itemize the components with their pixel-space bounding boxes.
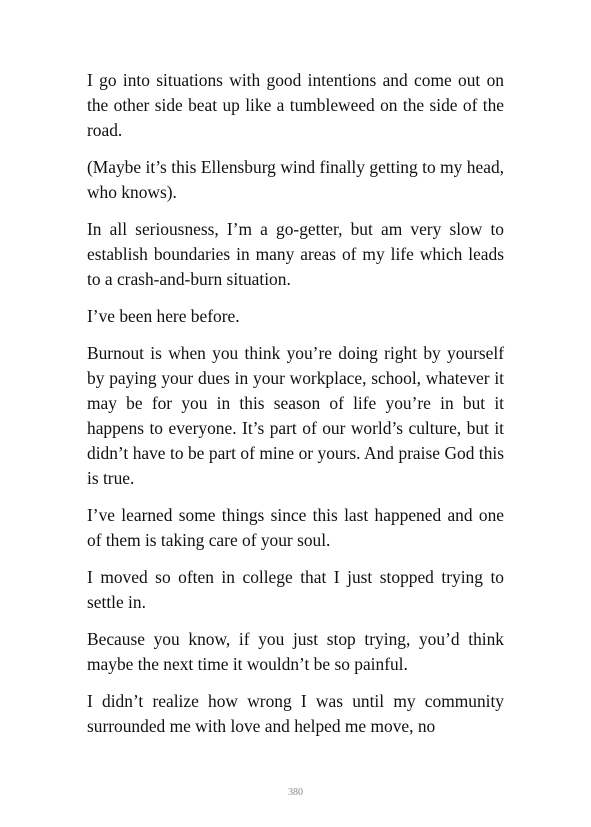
paragraph-9: I didn’t realize how wrong I was until my community surrounded me with love and helped me move, no — [87, 691, 504, 736]
paragraph-1: I go into situations with good intentions and come out on the other side beat up like a tumbleweed on the side of the road. — [87, 70, 504, 140]
paragraph-4: I’ve been here before. — [87, 306, 240, 326]
paragraph-6: I’ve learned some things since this last happened and one of them is taking care of your soul. — [87, 505, 504, 550]
page-number: 380 — [288, 787, 303, 798]
paragraph-3: In all seriousness, I’m a go-getter, but am very slow to establish boundaries in many areas of my life which leads to a crash-and-burn situation. — [87, 219, 504, 289]
paragraph-5: Burnout is when you think you’re doing right by yourself by paying your dues in your workplace, school, whatever it may be for you in this season of life you’re in but it happens to everyone. It’s part of our world’s culture, but it didn’t have to be part of mine or yours. And praise God this is true. — [87, 343, 504, 488]
paragraph-2: (Maybe it’s this Ellensburg wind finally getting to my head, who knows). — [87, 157, 504, 202]
body-text — [87, 68, 504, 751]
paragraph-7: I moved so often in college that I just stopped trying to settle in. — [87, 567, 504, 612]
paragraph-8: Because you know, if you just stop trying, you’d think maybe the next time it wouldn’t be so painful. — [87, 629, 504, 674]
